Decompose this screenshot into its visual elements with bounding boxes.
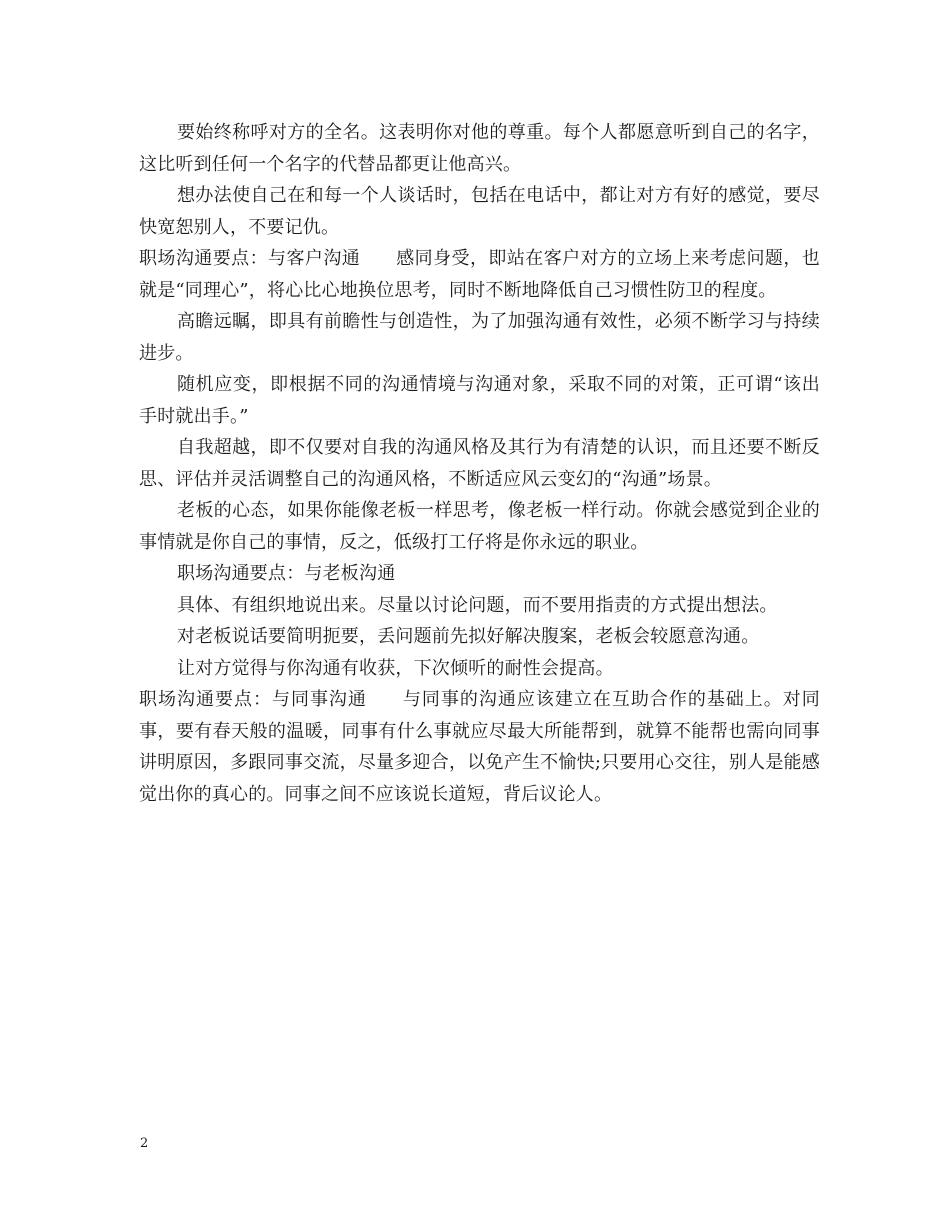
- document-body: [139, 117, 820, 810]
- paragraph-text: 让对方觉得与你沟通有收获，下次倾听的耐性会提高。: [177, 657, 614, 679]
- section-heading-customer: 职场沟通要点：与客户沟通: [139, 248, 361, 269]
- paragraph-organized-speech: [139, 590, 820, 622]
- paragraph-text: 想办法使自己在和每一个人谈话时，包括在电话中，都让对方有好的感觉，要尽快宽恕别人，不要记仇。: [139, 185, 820, 238]
- paragraph-full-name: [139, 117, 820, 180]
- paragraph-text: 职场沟通要点：与老板沟通: [177, 563, 396, 584]
- paragraph-colleague-communication: [139, 684, 820, 810]
- paragraph-text: 高瞻远瞩，即具有前瞻性与创造性，为了加强沟通有效性，必须不断学习与持续进步。: [139, 311, 820, 364]
- paragraph-text: 感同身受，即站在客户对方的立场上来考虑问题，也就是“同理心”，将心比心地换位思考，同时不断地降低自己习惯性防卫的程度。: [139, 248, 820, 301]
- paragraph-text: 具体、有组织地说出来。尽量以讨论问题，而不要用指责的方式提出想法。: [177, 594, 778, 616]
- paragraph-text: 对老板说话要简明扼要，丢问题前先拟好解决腹案，老板会较愿意沟通。: [177, 626, 760, 647]
- paragraph-text: 自我超越，即不仅要对自我的沟通风格及其行为有清楚的认识，而且还要不断反思、评估并灵活调整自己的沟通风格，不断适应风云变幻的“沟通”场景。: [139, 437, 820, 490]
- paragraph-text: 与同事的沟通应该建立在互助合作的基础上。对同事，要有春天般的温暖，同事有什么事就应尽最大所能帮到，就算不能帮也需向同事讲明原因，多跟同事交流，尽量多迎合，以免产生不愉快;只要用心交往，别人是能感觉出你的真心的。同事之间不应该说长道短，背后议论人。: [139, 689, 820, 805]
- paragraph-rewarding: [139, 653, 820, 685]
- paragraph-text: 随机应变，即根据不同的沟通情境与沟通对象，采取不同的对策，正可谓“该出手时就出手。”: [139, 374, 820, 427]
- section-heading-boss: [139, 558, 820, 590]
- paragraph-text: 老板的心态，如果你能像老板一样思考，像老板一样行动。你就会感觉到企业的事情就是你自己的事情，反之，低级打工仔将是你永远的职业。: [139, 500, 820, 553]
- page-number: 2: [140, 1136, 149, 1151]
- paragraph-text: 要始终称呼对方的全名。这表明你对他的尊重。每个人都愿意听到自己的名字，这比听到任何一个名字的代替品都更让他高兴。: [139, 122, 820, 175]
- paragraph-good-impression: [139, 180, 820, 243]
- paragraph-boss-mindset: [139, 495, 820, 558]
- paragraph-customer-communication: [139, 243, 820, 306]
- paragraph-foresight: [139, 306, 820, 369]
- paragraph-concise: [139, 621, 820, 653]
- paragraph-adaptability: [139, 369, 820, 432]
- paragraph-self-transcendence: [139, 432, 820, 495]
- section-heading-colleague: 职场沟通要点：与同事沟通: [139, 689, 367, 710]
